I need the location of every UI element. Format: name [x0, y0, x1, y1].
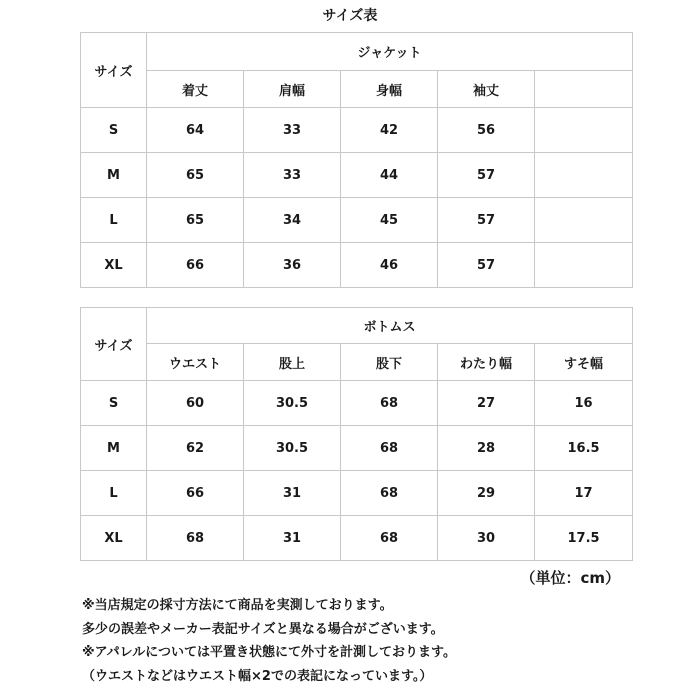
column-header: 着丈 [147, 71, 244, 108]
size-cell: M [81, 426, 147, 471]
value-cell: 56 [438, 108, 535, 153]
unit-label: （単位：cm） [520, 569, 620, 587]
column-header [535, 71, 633, 108]
value-cell: 28 [438, 426, 535, 471]
value-cell: 66 [147, 471, 244, 516]
value-cell: 44 [341, 153, 438, 198]
value-cell: 57 [438, 153, 535, 198]
value-cell: 29 [438, 471, 535, 516]
jacket-size-table [80, 32, 633, 288]
value-cell: 57 [438, 243, 535, 288]
value-cell: 68 [147, 516, 244, 561]
note-line: ※アパレルについては平置き状態にて外寸を計測しております。 [82, 645, 456, 660]
value-cell: 68 [341, 471, 438, 516]
size-cell: S [81, 381, 147, 426]
note-line: ※当店規定の採寸方法にて商品を実測しております。 [82, 598, 393, 613]
value-cell [535, 153, 633, 198]
note-line: （ウエストなどはウエスト幅×2での表記になっています。） [82, 668, 433, 684]
value-cell: 64 [147, 108, 244, 153]
value-cell: 31 [244, 516, 341, 561]
value-cell [535, 198, 633, 243]
value-cell: 30.5 [244, 381, 341, 426]
column-header: 股上 [244, 344, 341, 381]
value-cell: 30 [438, 516, 535, 561]
value-cell: 46 [341, 243, 438, 288]
group-header: ボトムス [147, 308, 633, 344]
column-header: 袖丈 [438, 71, 535, 108]
size-cell: M [81, 153, 147, 198]
bottoms-size-table [80, 307, 633, 561]
value-cell: 33 [244, 108, 341, 153]
table-row [81, 381, 633, 426]
value-cell: 45 [341, 198, 438, 243]
value-cell [535, 243, 633, 288]
value-cell: 33 [244, 153, 341, 198]
value-cell: 27 [438, 381, 535, 426]
value-cell [535, 108, 633, 153]
column-header: ウエスト [147, 344, 244, 381]
value-cell: 42 [341, 108, 438, 153]
column-header: わたり幅 [438, 344, 535, 381]
value-cell: 66 [147, 243, 244, 288]
table-row [81, 516, 633, 561]
value-cell: 68 [341, 426, 438, 471]
value-cell: 16 [535, 381, 633, 426]
column-header: すそ幅 [535, 344, 633, 381]
table-row [81, 471, 633, 516]
value-cell: 57 [438, 198, 535, 243]
value-cell: 30.5 [244, 426, 341, 471]
table-row [81, 153, 633, 198]
size-cell: L [81, 198, 147, 243]
notes [82, 594, 682, 688]
value-cell: 36 [244, 243, 341, 288]
size-cell: XL [81, 243, 147, 288]
page-title: サイズ表 [322, 8, 378, 24]
value-cell: 68 [341, 516, 438, 561]
table-row [81, 243, 633, 288]
table-row [81, 426, 633, 471]
value-cell: 65 [147, 153, 244, 198]
value-cell: 16.5 [535, 426, 633, 471]
column-header: 身幅 [341, 71, 438, 108]
value-cell: 65 [147, 198, 244, 243]
value-cell: 60 [147, 381, 244, 426]
value-cell: 31 [244, 471, 341, 516]
size-header: サイズ [81, 33, 147, 108]
size-cell: L [81, 471, 147, 516]
group-header: ジャケット [147, 33, 633, 71]
value-cell: 68 [341, 381, 438, 426]
value-cell: 62 [147, 426, 244, 471]
value-cell: 17 [535, 471, 633, 516]
value-cell: 17.5 [535, 516, 633, 561]
size-cell: XL [81, 516, 147, 561]
table-row [81, 108, 633, 153]
size-header: サイズ [81, 308, 147, 381]
table-row [81, 198, 633, 243]
note-line: 多少の誤差やメーカー表記サイズと異なる場合がございます。 [82, 621, 444, 637]
size-cell: S [81, 108, 147, 153]
value-cell: 34 [244, 198, 341, 243]
column-header: 股下 [341, 344, 438, 381]
column-header: 肩幅 [244, 71, 341, 108]
